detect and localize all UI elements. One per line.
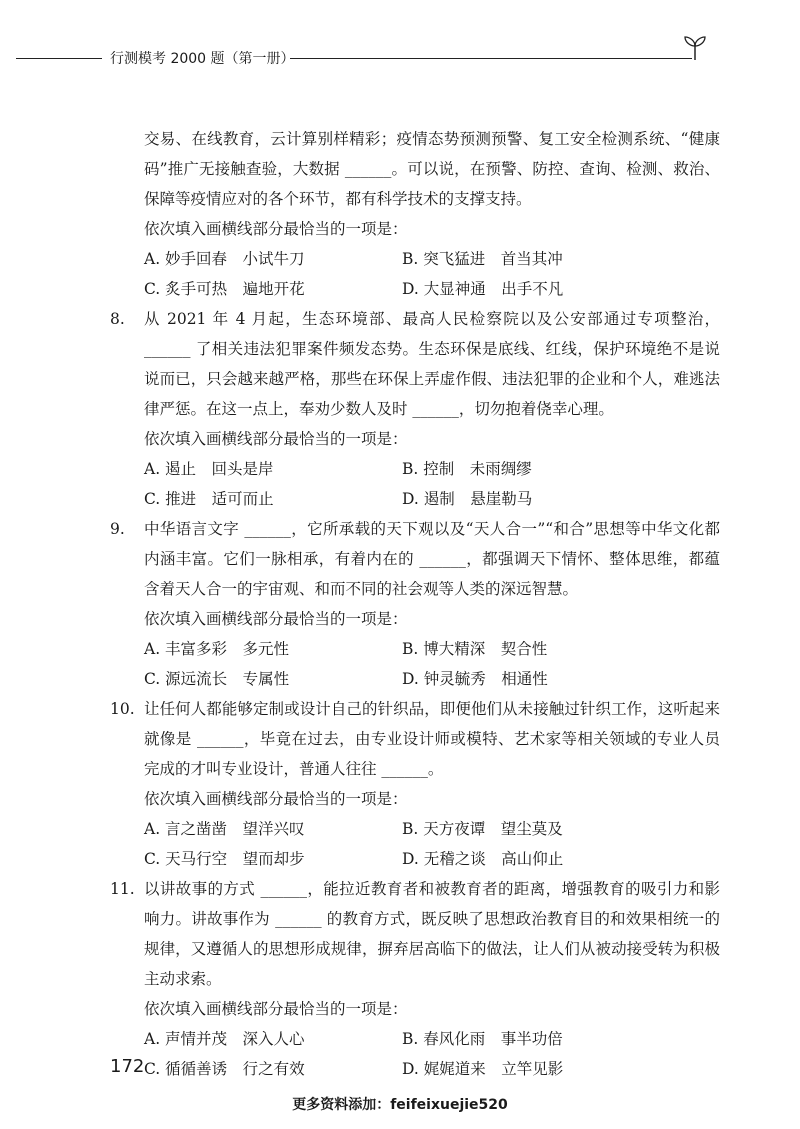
- question-9: [110, 514, 720, 604]
- book-title: 行测模考 2000 题（第一册）: [110, 51, 295, 67]
- option-c: C. 炙手可热 遍地开花: [144, 280, 305, 298]
- page-content: [110, 124, 720, 1084]
- option-a: A. 言之凿凿 望洋兴叹: [144, 820, 305, 838]
- question-text: 从 2021 年 4 月起，生态环境部、最高人民检察院以及公安部通过专项整治，______ 了相关违法犯罪案件频发态势。生态环保是底线、红线，保护环境绝不是说说而已，只会越来越严格，那些在环保上弄虚作假、违法犯罪的企业和个人，难逃法律严惩。在这一点上，奉劝少数人及时 ______，切勿抱着侥幸心理。: [144, 310, 720, 418]
- option-d: D. 钟灵毓秀 相通性: [402, 670, 548, 688]
- question-prompt: 依次填入画横线部分最恰当的一项是：: [144, 610, 408, 628]
- header-rule-left: [16, 58, 102, 59]
- option-a: A. 遏止 回头是岸: [144, 460, 274, 478]
- option-c: C. 循循善诱 行之有效: [144, 1060, 305, 1078]
- question-number: 10.: [110, 700, 135, 718]
- question-prompt: 依次填入画横线部分最恰当的一项是：: [144, 1000, 408, 1018]
- option-list: [110, 1024, 720, 1084]
- option-a: A. 声情并茂 深入人心: [144, 1030, 305, 1048]
- question-text: 交易、在线教育，云计算别样精彩；疫情态势预测预警、复工安全检测系统、“健康码”推广无接触查验，大数据 ______。可以说，在预警、防控、查询、检测、救治、保障等疫情应对的各个环节，都有科学技术的支撑支持。: [144, 130, 720, 208]
- question-number: 11.: [110, 880, 135, 898]
- question-text: 让任何人都能够定制或设计自己的针织品，即便他们从未接触过针织工作，这听起来就像是 ______，毕竟在过去，由专业设计师或模特、艺术家等相关领域的专业人员完成的才叫专业设计，普通人往往 ______。: [144, 700, 720, 778]
- question-11: [110, 874, 720, 994]
- running-header: [0, 42, 800, 78]
- option-b: B. 控制 未雨绸缪: [402, 460, 532, 478]
- option-a: A. 丰富多彩 多元性: [144, 640, 290, 658]
- question-8: [110, 304, 720, 424]
- option-list: [110, 454, 720, 514]
- option-b: B. 突飞猛进 首当其冲: [402, 250, 563, 268]
- option-list: [110, 814, 720, 874]
- option-c: C. 推进 适可而止: [144, 490, 274, 508]
- option-b: B. 春风化雨 事半功倍: [402, 1030, 563, 1048]
- page-number: 172: [110, 1056, 145, 1077]
- option-d: D. 娓娓道来 立竿见影: [402, 1060, 564, 1078]
- question-prompt: 依次填入画横线部分最恰当的一项是：: [144, 430, 408, 448]
- question-text: 中华语言文字 ______，它所承载的天下观以及“天人合一”“和合”思想等中华文化都内涵丰富。它们一脉相承，有着内在的 ______，都强调天下情怀、整体思维，都蕴含着天人合一的宇宙观、和而不同的社会观等人类的深远智慧。: [144, 520, 720, 598]
- option-c: C. 源远流长 专属性: [144, 670, 290, 688]
- question-10: [110, 694, 720, 784]
- option-list: [110, 634, 720, 694]
- option-list: [110, 244, 720, 304]
- option-d: D. 无稽之谈 高山仰止: [402, 850, 564, 868]
- header-rule-right: [290, 58, 692, 59]
- question-prompt: 依次填入画横线部分最恰当的一项是：: [144, 790, 408, 808]
- option-d: D. 大显神通 出手不凡: [402, 280, 564, 298]
- option-b: B. 天方夜谭 望尘莫及: [402, 820, 563, 838]
- option-b: B. 博大精深 契合性: [402, 640, 548, 658]
- question-prompt: 依次填入画横线部分最恰当的一项是：: [144, 220, 408, 238]
- option-d: D. 遏制 悬崖勒马: [402, 490, 533, 508]
- sprout-icon: [680, 34, 710, 62]
- option-a: A. 妙手回春 小试牛刀: [144, 250, 305, 268]
- question-number: 8.: [110, 310, 125, 328]
- question-text: 以讲故事的方式 ______，能拉近教育者和被教育者的距离，增强教育的吸引力和影响力。讲故事作为 ______ 的教育方式，既反映了思想政治教育目的和效果相统一的规律，又遵循人的思想形成规律，摒弃居高临下的做法，让人们从被动接受转为积极主动求索。: [144, 880, 720, 988]
- continued-question: [110, 124, 720, 214]
- option-c: C. 天马行空 望而却步: [144, 850, 305, 868]
- question-number: 9.: [110, 520, 125, 538]
- footer-note: 更多资料添加：feifeixuejie520: [292, 1097, 508, 1113]
